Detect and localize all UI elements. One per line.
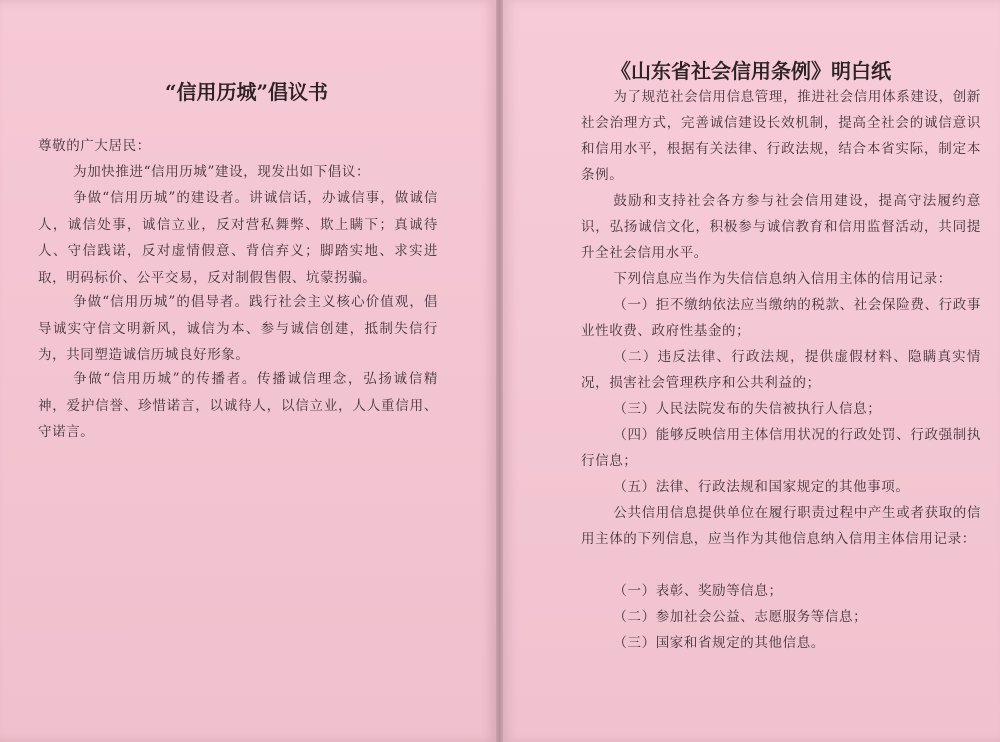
dishonesty-item-5: （五）法律、行政法规和国家规定的其他事项。 — [613, 479, 910, 495]
page-gutter — [496, 0, 503, 742]
right-page-regulation-summary — [503, 0, 1000, 742]
dishonesty-item-4: （四）能够反映信用主体信用状况的行政处罚、行政强制执行信息； — [581, 427, 981, 469]
other-info-item-1: （一）表彰、奖励等信息； — [613, 583, 783, 599]
intro-paragraph: 为加快推进“信用历城”建设，现发出如下倡议： — [73, 164, 371, 180]
other-info-intro: 公共信用信息提供单位在履行职责过程中产生或者获取的信用主体的下列信息，应当作为其他信息纳入信用主体信用记录： — [581, 505, 981, 547]
salutation: 尊敬的广大居民： — [38, 138, 151, 154]
dishonesty-item-3: （三）人民法院发布的失信被执行人信息； — [613, 401, 882, 417]
dishonesty-intro: 下列信息应当作为失信信息纳入信用主体的信用记录： — [613, 271, 952, 287]
other-info-item-2: （二）参加社会公益、志愿服务等信息； — [613, 609, 868, 625]
left-page-proposal — [0, 0, 496, 742]
builder-paragraph: 争做“信用历城”的建设者。讲诚信话，办诚信事，做诚信人，诚信处事，诚信立业，反对营私舞弊、欺上瞒下；真诚待人、守信践诺，反对虚情假意、背信弃义；脚踏实地、求实进取，明码标价、公平交易，反对制假售假、坑蒙拐骗。 — [38, 190, 438, 286]
right-page-title: 《山东省社会信用条例》明白纸 — [611, 59, 891, 83]
other-info-item-3: （三）国家和省规定的其他信息。 — [613, 635, 825, 651]
encouragement-paragraph: 鼓励和支持社会各方参与社会信用建设，提高守法履约意识，弘扬诚信文化，积极参与诚信教育和信用监督活动，共同提升全社会信用水平。 — [581, 193, 981, 261]
communicator-paragraph: 争做“信用历城”的传播者。传播诚信理念，弘扬诚信精神，爱护信誉、珍惜诺言，以诚待人，以信立业，人人重信用、守诺言。 — [38, 371, 438, 440]
left-page-title: “信用历城”倡议书 — [165, 80, 329, 104]
dishonesty-item-1: （一）拒不缴纳依法应当缴纳的税款、社会保险费、行政事业性收费、政府性基金的； — [581, 297, 981, 339]
purpose-paragraph: 为了规范社会信用信息管理，推进社会信用体系建设，创新社会治理方式，完善诚信建设长效机制，提高全社会的诚信意识和信用水平，根据有关法律、行政法规，结合本省实际，制定本条例。 — [581, 89, 981, 183]
dishonesty-item-2: （二）违反法律、行政法规，提供虚假材料、隐瞒真实情况，损害社会管理秩序和公共利益的； — [581, 349, 981, 391]
advocate-paragraph: 争做“信用历城”的倡导者。践行社会主义核心价值观，倡导诚实守信文明新风，诚信为本、参与诚信创建，抵制失信行为，共同塑造诚信历城良好形象。 — [38, 294, 438, 363]
